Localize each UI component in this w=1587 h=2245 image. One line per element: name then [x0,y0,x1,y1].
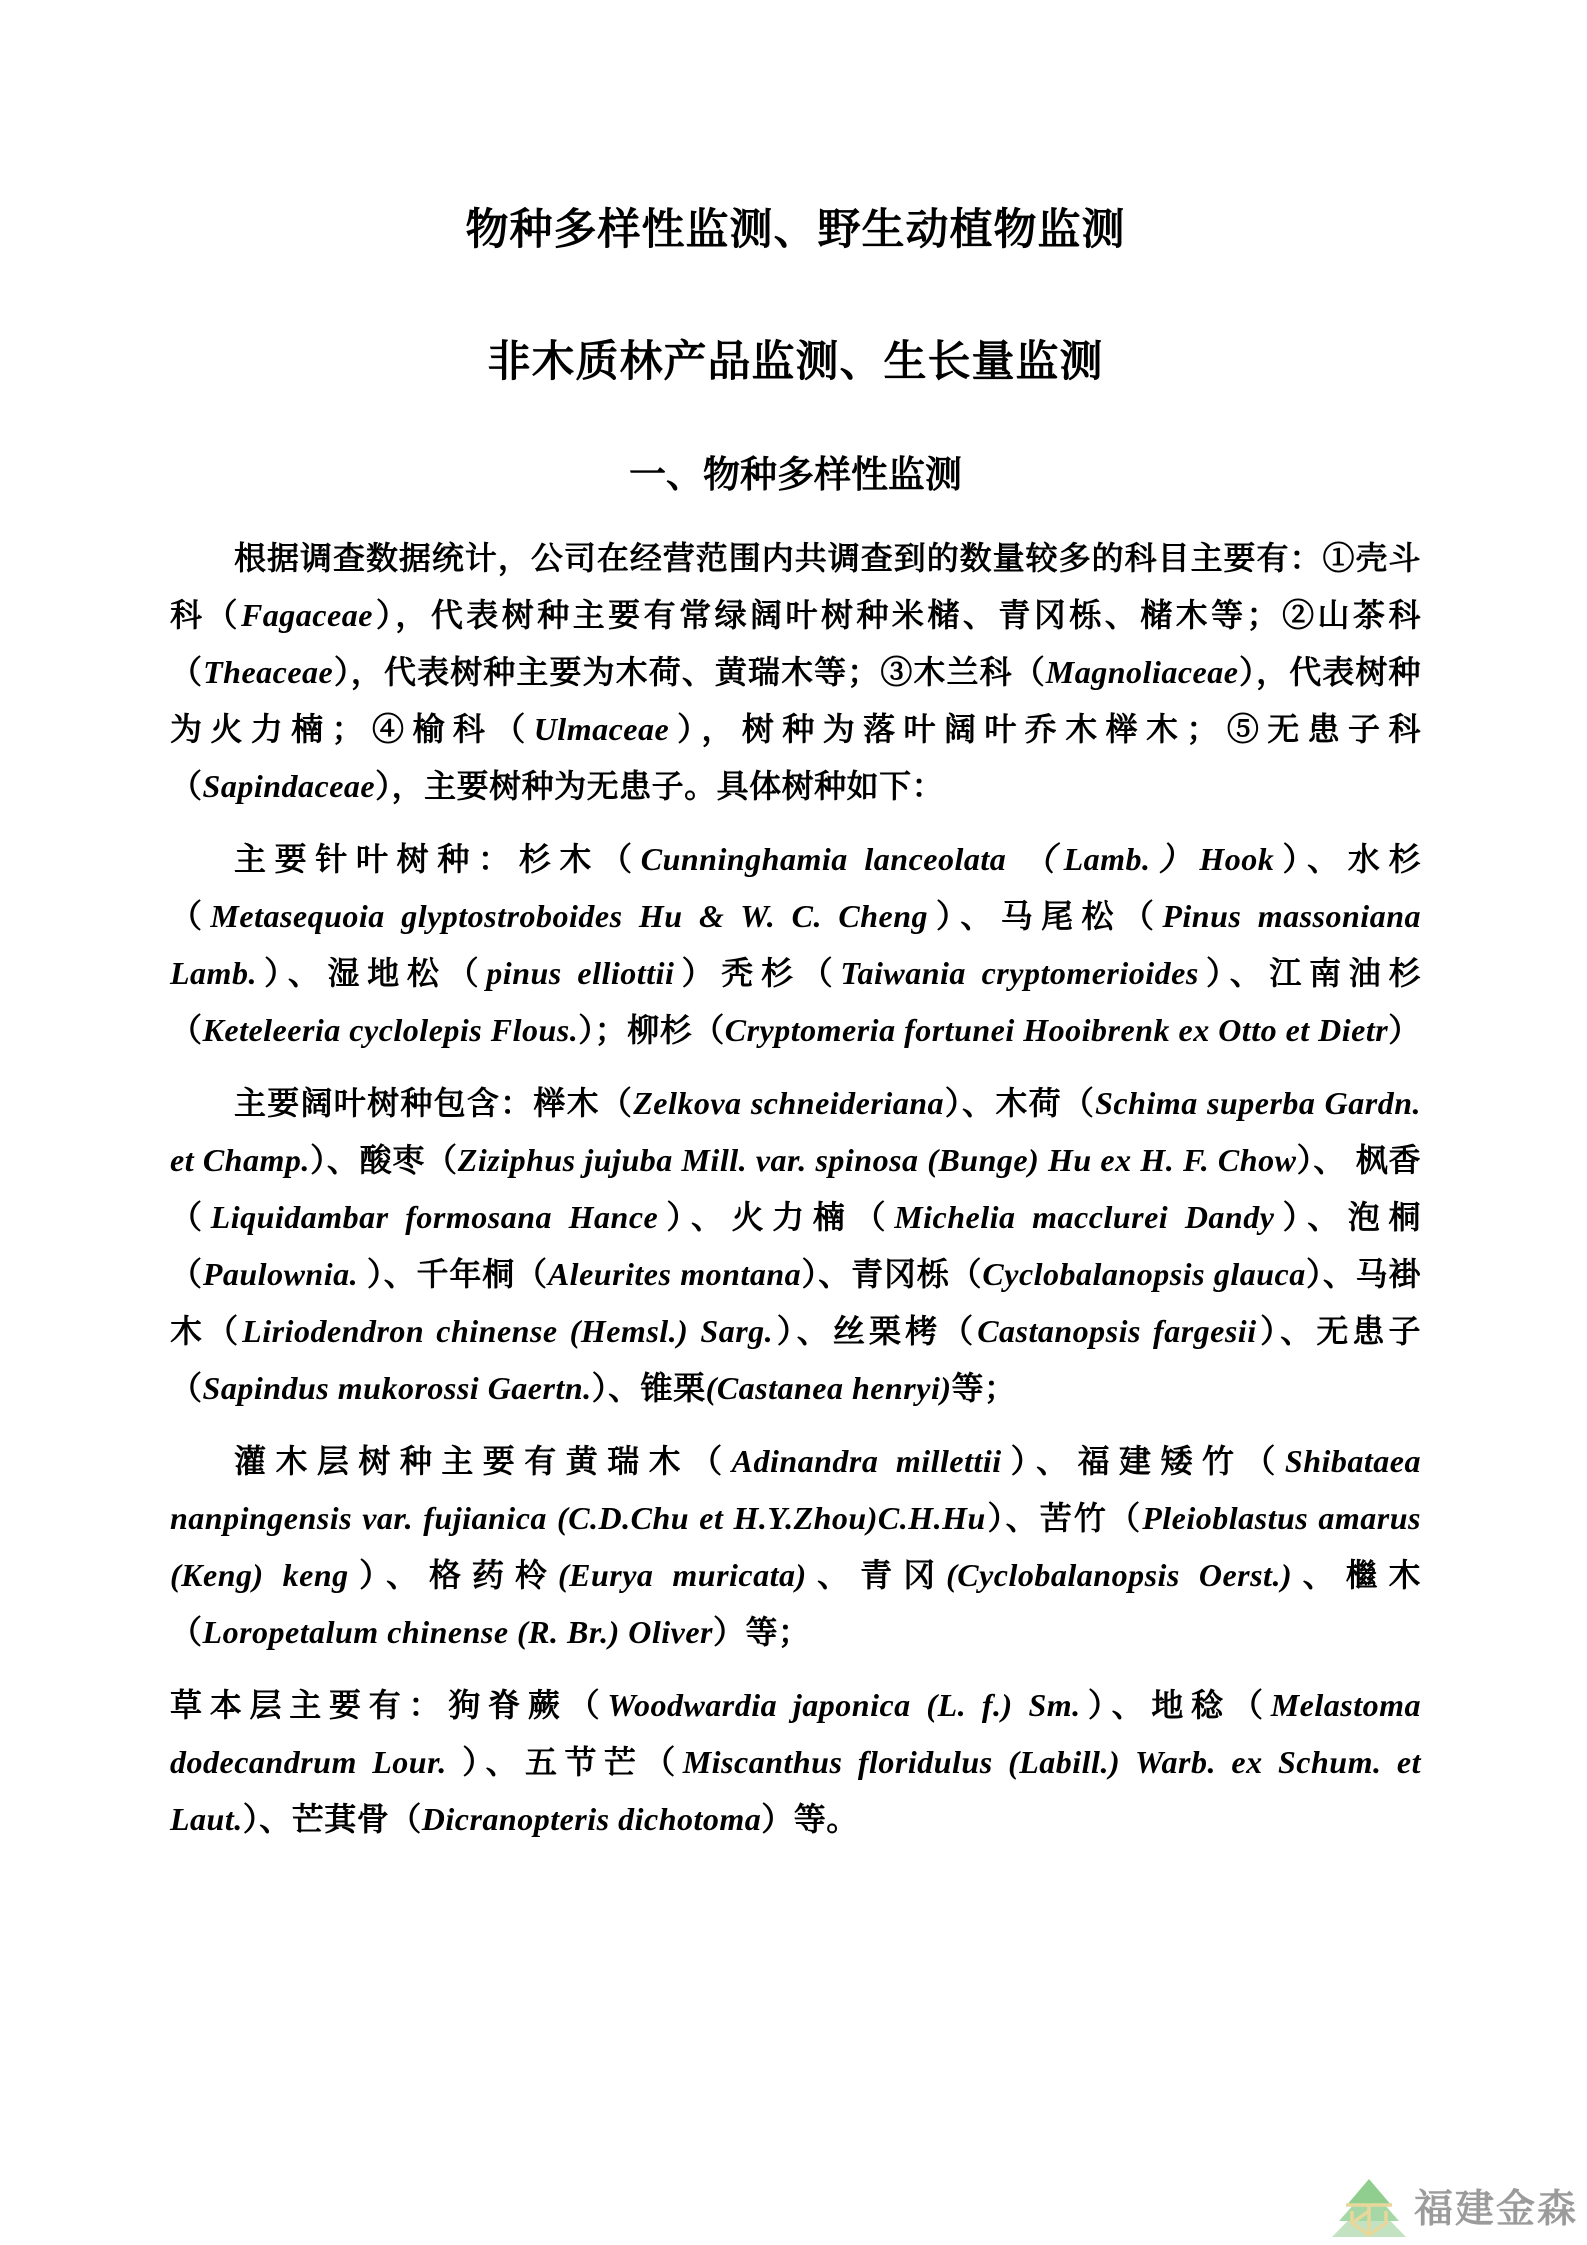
latin-species-name: Melastoma dodecandrum Lour. [170,1687,1421,1781]
cjk-text: ）、江南油杉（ [170,955,1421,1049]
latin-species-name: (Castanea henryi) [705,1370,952,1407]
latin-species-name: Liquidambar formosana Hance [210,1199,659,1236]
cjk-text: ）等； [712,1614,811,1651]
cjk-text: ）、芒萁骨（ [242,1801,422,1838]
latin-species-name: Ulmaceae [533,711,670,748]
cjk-text: ）、青冈栎（ [801,1256,983,1293]
paragraph-shrub-species [170,1433,1421,1661]
document-body [170,530,1421,1848]
latin-species-name: Keteleeria cyclolepis Flous. [202,1012,579,1049]
latin-species-name: Aleurites montana [547,1256,802,1293]
cjk-text: ）、丝栗栲（ [773,1313,978,1350]
section-heading: 一、物种多样性监测 [629,453,962,495]
latin-species-name: Cryptomeria fortunei Hooibrenk ex Otto et Dietr [724,1012,1389,1049]
cjk-text: ）、地稔（ [1080,1687,1271,1724]
cjk-text: ）、马褂木（ [170,1256,1422,1350]
paragraph-family-overview [170,530,1421,815]
company-logo [1332,2179,1578,2239]
latin-species-name: Magnoliaceae [1045,654,1239,691]
cjk-text: ），代表树种主要为木荷、黄瑞木等；③木兰科（ [333,654,1046,691]
latin-species-name: Ziziphus jujuba Mill. var. spinosa (Bunge) Hu ex H. F. Chow [457,1142,1297,1179]
latin-species-name: Dicranopteris dichotoma [421,1801,762,1838]
cjk-text: ）、水杉（ [170,841,1421,935]
latin-species-name: Liriodendron chinense (Hemsl.) Sarg. [242,1313,774,1350]
cjk-text: ）、苦竹（ [985,1500,1143,1537]
cjk-text: ）、酸枣（ [309,1142,458,1179]
latin-species-name: Fagaceae [240,597,373,634]
cjk-text: 根据调查数据统计，公司在经营范围内共调查到的数量较多的科目主要有：①壳斗科（ [170,540,1421,634]
latin-species-name: Shibataea nanpingensis var. fujianica (C.D.Chu et H.Y.Zhou)C.H.Hu [170,1443,1421,1537]
latin-species-name: Michelia macclurei Dandy [894,1199,1275,1236]
latin-species-name: Sapindaceae [202,768,376,805]
cjk-text: ）；柳杉（ [578,1012,725,1049]
cjk-text: 主要阔叶树种包含：榉木（ [234,1085,634,1122]
latin-species-name: Pinus massoniana Lamb. [170,898,1421,992]
paragraph-herb-species [170,1677,1421,1848]
cjk-text: ）、锥栗 [591,1370,706,1407]
cjk-text: ）、湿地松（ [256,955,487,992]
latin-species-name: Metasequoia glyptostroboides Hu & W. C. Cheng [210,898,929,935]
latin-species-name: Adinandra millettii [731,1443,1002,1480]
latin-species-name: Cunninghamia lanceolata （Lamb.）Hook [640,841,1275,878]
cjk-text: ），主要树种为无患子。具体树种如下： [375,768,945,805]
paragraph-broadleaf-species [170,1075,1421,1417]
cjk-text: ） [1388,1012,1421,1049]
latin-species-name: Loropetalum chinense (R. Br.) Oliver [202,1614,713,1651]
latin-species-name: Taiwania cryptomerioides [840,955,1199,992]
cjk-text: 草本层主要有：狗脊蕨（ [170,1687,608,1724]
document-title-line2: 非木质林产品监测、生长量监测 [487,338,1104,387]
cjk-text: ）、无患子（ [170,1313,1421,1407]
cjk-text: ）、马尾松（ [928,898,1163,935]
cjk-text: 等； [951,1370,1017,1407]
cjk-text: 灌木层树种主要有黄瑞木（ [234,1443,732,1480]
cjk-text: ）、 枫香（ [170,1142,1421,1236]
latin-species-name: Pleioblastus amarus (Keng) keng [170,1500,1421,1594]
cjk-text: ）等。 [761,1801,859,1838]
latin-species-name: Zelkova schneideriana [633,1085,945,1122]
latin-species-name: Sapindus mukorossi Gaertn. [202,1370,592,1407]
cjk-text: ）、格药柃 [348,1557,558,1594]
cjk-text: 、青冈 [806,1557,947,1594]
cjk-text: ）、五节芒（ [462,1744,683,1781]
paragraph-conifer-species [170,831,1421,1059]
pine-tree-icon [1332,2179,1406,2239]
latin-species-name: Paulownia. [202,1256,367,1293]
cjk-text: ）秃杉（ [674,955,841,992]
latin-species-name: Cyclobalanopsis glauca [982,1256,1306,1293]
cjk-text: ）、泡桐（ [170,1199,1421,1293]
cjk-text: ），树种为落叶阔叶乔木榉木；⑤无患子科（ [170,711,1421,805]
latin-species-name: Castanopsis fargesii [977,1313,1257,1350]
cjk-text: ），代表树种为火力楠；④榆科（ [170,654,1421,748]
cjk-text: 主要针叶树种：杉木（ [234,841,641,878]
cjk-text: ）、千年桐（ [366,1256,548,1293]
cjk-text: ）、福建矮竹（ [1001,1443,1285,1480]
latin-species-name: (Cyclobalanopsis Oerst.) [946,1557,1293,1594]
document-title-line1: 物种多样性监测、野生动植物监测 [465,206,1126,254]
latin-species-name: Miscanthus floridulus (Labill.) Warb. ex Schum. et Laut. [170,1744,1421,1838]
latin-species-name: Theaceae [203,654,334,691]
company-logo-text: 福建金森 [1413,2187,1578,2231]
latin-species-name: Woodwardia japonica (L. f.) Sm. [607,1687,1081,1724]
cjk-text: ）、木荷（ [944,1085,1096,1122]
latin-species-name: pinus elliottii [486,955,675,992]
cjk-text: 、檵木（ [170,1557,1422,1651]
cjk-text: ），代表树种主要有常绿阔叶树种米槠、青冈栎、槠木等；②山茶科（ [170,597,1421,691]
cjk-text: ）、火力楠（ [658,1199,895,1236]
latin-species-name: (Eurya muricata) [557,1557,807,1594]
latin-species-name: Schima superba Gardn. et Champ. [170,1085,1422,1179]
